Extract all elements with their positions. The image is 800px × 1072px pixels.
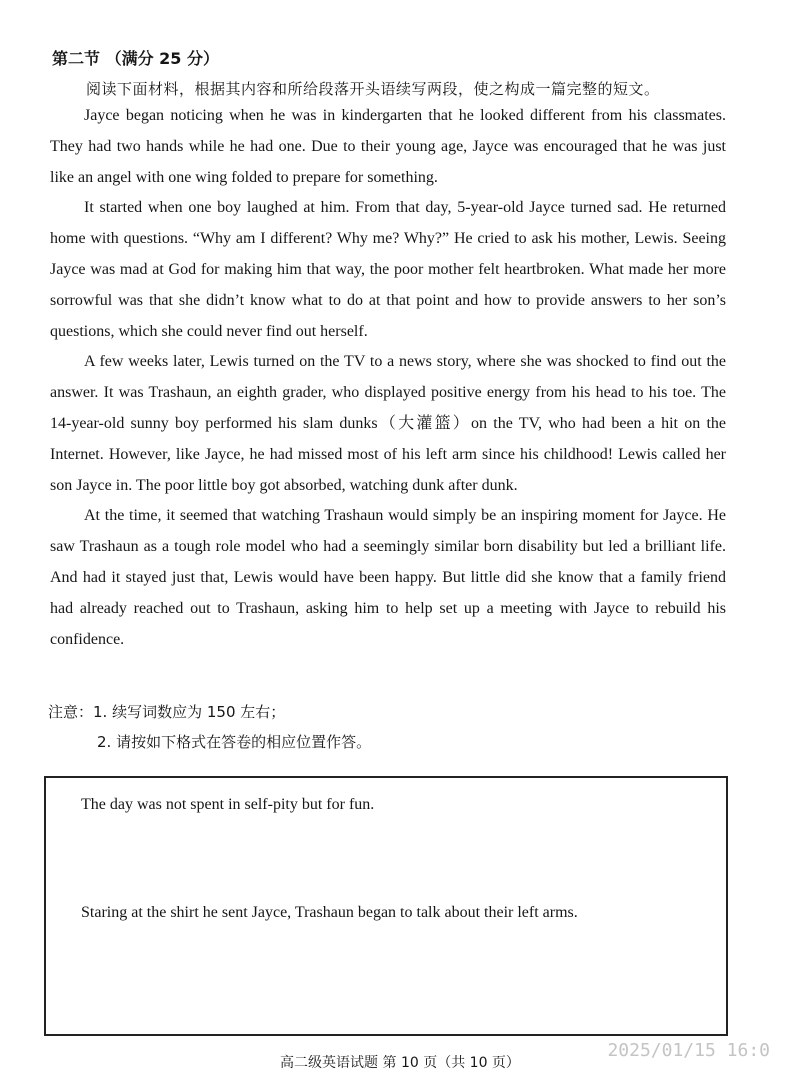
note-row-1 [48,697,371,727]
section-heading: 第二节 （满分 25 分） [52,49,219,68]
answer-opening-line-1: The day was not spent in self-pity but for fun. [81,796,375,813]
passage-paragraph-1: Jayce began noticing when he was in kindergarten that he looked different from his classmates. They had two hands while he had one. Due to their young age, Jayce was encouraged that he was just like an angel with one wing folded to prepare for something. [50,107,726,186]
notes-label: 注意： [48,703,94,721]
note-item-2: 2. 请按如下格式在答卷的相应位置作答。 [97,733,372,751]
answer-box [44,776,728,1036]
passage-paragraph-4: At the time, it seemed that watching Trashaun would simply be an inspiring moment for Jayce. He saw Trashaun as a tough role model who had a seemingly similar born disability but led a brilliant life. And had it stayed just that, Lewis would have been happy. But little did she know that a family friend had already reached out to Trashaun, asking him to help set up a meeting with Jayce to rebuild his confidence. [50,507,726,648]
reading-passage [50,101,726,655]
page-footer: 高二级英语试题 第 10 页（共 10 页） [280,1055,520,1071]
passage-paragraph-3: A few weeks later, Lewis turned on the TV to a news story, where she was shocked to find out the answer. It was Trashaun, an eighth grader, who displayed positive energy from his head to his toe. The 14-year-old sunny boy performed his slam dunks（大灌篮）on the TV, who had been a hit on the Internet. However, like Jayce, he had missed most of his left arm since his childhood! Lewis called her son Jayce in. The poor little boy got absorbed, watching dunk after dunk. [50,353,726,494]
task-instruction: 阅读下面材料，根据其内容和所给段落开头语续写两段，使之构成一篇完整的短文。 [86,80,660,98]
notes-section [48,697,371,757]
note-row-2 [48,727,371,757]
note-item-1: 1. 续写词数应为 150 左右； [93,703,286,721]
passage-paragraph-2: It started when one boy laughed at him. From that day, 5-year-old Jayce turned sad. He returned home with questions. “Why am I different? Why me? Why?” He cried to ask his mother, Lewis. Seeing Jayce was mad at God for making him that way, the poor mother felt heartbroken. What made her more sorrowful was that she didn’t know what to do at that point and how to provide answers to her son’s questions, which she could never find out herself. [50,199,726,340]
answer-opening-line-2: Staring at the shirt he sent Jayce, Trashaun began to talk about their left arms. [81,904,578,921]
scan-timestamp: 2025/01/15 16:0 [607,1040,770,1061]
